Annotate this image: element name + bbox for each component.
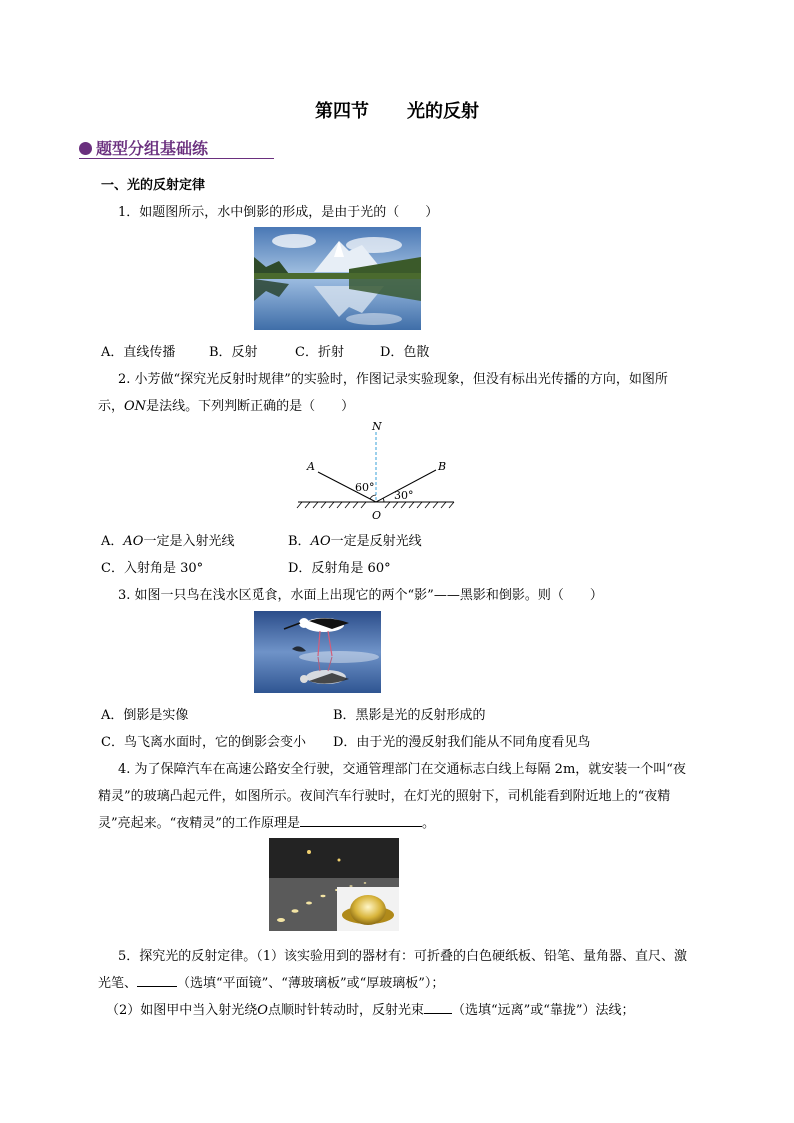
q2-b-ray: AO xyxy=(310,534,331,549)
q1-text: 1．如题图所示，水中倒影的形成，是由于光的（ ） xyxy=(118,205,439,220)
label-n: N xyxy=(372,420,382,433)
q5-answer-blank-1[interactable] xyxy=(137,973,177,987)
label-o: O xyxy=(372,509,382,522)
label-b: B xyxy=(438,460,447,473)
badge-underline xyxy=(79,158,274,159)
road-reflector-image xyxy=(269,838,399,931)
angle-60-label: 60° xyxy=(355,481,375,494)
q4-line2: 精灵”的玻璃凸起元件，如图所示。夜间汽车行驶时，在灯光的照射下，司机能看到附近地上的“夜精 xyxy=(98,789,671,804)
q5-point-o: O xyxy=(257,1003,268,1018)
q4-line1: 4. 为了保障汽车在高速公路安全行驶，交通管理部门在交通标志白线上每隔 2m，就安装一个叫“夜 xyxy=(118,762,686,777)
q2-a-prefix: A． xyxy=(101,534,124,549)
q1-option-a: A．直线传播 xyxy=(101,345,176,360)
q3-text: 3. 如图一只鸟在浅水区觅食，水面上出现它的两个“影”——黑影和倒影。则（ ） xyxy=(118,588,603,603)
q5-line3-pre: （2）如图甲中当入射光绕 xyxy=(106,1003,258,1018)
q2-option-c: C．入射角是 30° xyxy=(101,561,204,576)
q4-line3 xyxy=(98,812,435,831)
q1-option-d: D．色散 xyxy=(380,345,430,360)
q2-a-text: 一定是入射光线 xyxy=(143,534,235,549)
q2-line2-pre: 示， xyxy=(98,399,125,414)
q5-line2 xyxy=(98,972,444,991)
q2-line2 xyxy=(98,395,354,414)
label-a: A xyxy=(307,460,315,473)
q4-answer-blank[interactable] xyxy=(300,813,422,827)
q2-option-d: D．反射角是 60° xyxy=(288,561,391,576)
lake-reflection-image xyxy=(254,227,421,330)
section-heading: 一、光的反射定律 xyxy=(101,178,206,193)
reflection-diagram xyxy=(290,418,460,522)
practice-badge xyxy=(79,136,208,159)
q1-option-b: B．反射 xyxy=(209,345,258,360)
q5-line2-post: （选填“平面镜”、“薄玻璃板”或“厚玻璃板”）； xyxy=(177,976,445,991)
q2-normal-label: ON xyxy=(124,399,147,414)
q2-b-text: 一定是反射光线 xyxy=(330,534,422,549)
q5-line3 xyxy=(106,999,635,1018)
q2-line2-post: 是法线。下列判断正确的是（ ） xyxy=(146,399,355,414)
q5-answer-blank-2[interactable] xyxy=(424,1000,452,1014)
q2-option-b xyxy=(288,530,422,549)
title-section-number: 第四节 xyxy=(315,101,369,122)
q3-option-c: C．鸟飞离水面时，它的倒影会变小 xyxy=(101,735,306,750)
page-title xyxy=(0,97,794,123)
q3-option-d: D．由于光的漫反射我们能从不同角度看见鸟 xyxy=(333,735,591,750)
q1-option-c: C．折射 xyxy=(295,345,344,360)
q2-option-a xyxy=(101,530,234,549)
q4-line3-post: 。 xyxy=(421,816,435,831)
q5-line3-post: （选填“远离”或“靠拢”）法线； xyxy=(451,1003,635,1018)
q5-line1: 5．探究光的反射定律。（1）该实验用到的器材有：可折叠的白色硬纸板、铅笔、量角器、直尺、激 xyxy=(118,949,688,964)
badge-label: 题型分组基础练 xyxy=(96,139,209,158)
q2-a-ray: AO xyxy=(123,534,144,549)
q2-b-prefix: B． xyxy=(288,534,311,549)
title-topic: 光的反射 xyxy=(407,101,479,122)
bird-reflection-image xyxy=(254,611,381,693)
angle-30-label: 30° xyxy=(394,489,414,502)
q4-line3-pre: 灵”亮起来。“夜精灵”的工作原理是 xyxy=(98,816,300,831)
q5-line3-mid: 点顺时针转动时，反射光束 xyxy=(267,1003,424,1018)
q5-line2-pre: 光笔、 xyxy=(98,976,138,991)
q3-option-b: B．黑影是光的反射形成的 xyxy=(333,708,486,723)
bullet-dot-icon xyxy=(79,142,92,155)
q2-line1: 2. 小芳做“探究光反射时规律”的实验时，作图记录实验现象，但没有标出光传播的方向，如图所 xyxy=(118,372,668,387)
q3-option-a: A．倒影是实像 xyxy=(101,708,189,723)
